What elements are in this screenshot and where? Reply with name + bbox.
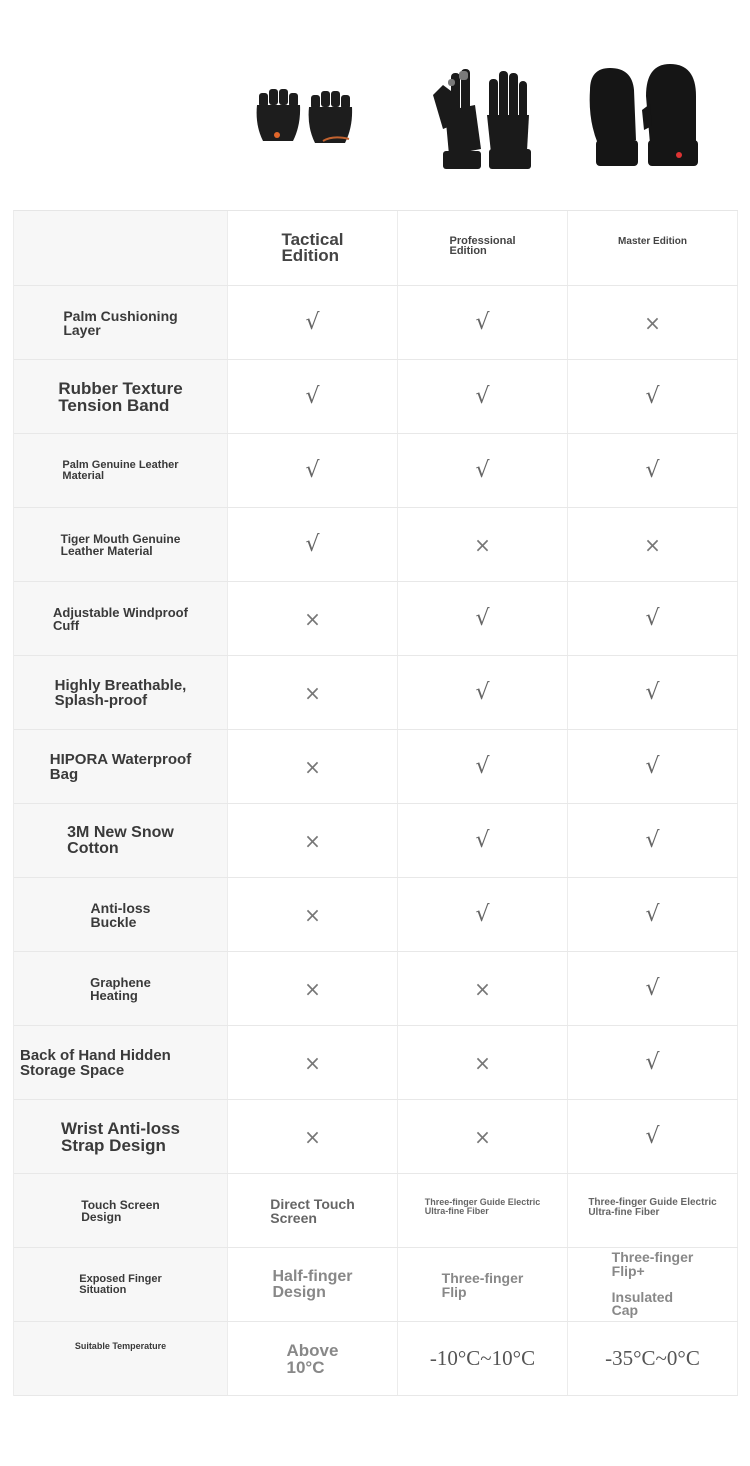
feature-label-cell [14,1100,228,1173]
check-icon: √ [645,828,660,853]
check-icon: √ [645,1050,660,1075]
header-empty-cell [14,211,228,285]
tactical-cross-cell [228,1100,398,1173]
check-icon: √ [645,902,660,927]
master-check-cell [568,434,738,507]
check-icon: √ [645,458,660,483]
tactical-cross-cell [228,656,398,729]
master-cross-cell [568,508,738,581]
check-icon: √ [475,606,490,631]
tactical-value-cell [228,1322,398,1395]
feature-label: Palm Cushioning Layer [63,307,178,338]
header-professional-label: Professional Edition [449,235,516,258]
detail-value: -35°C~0°C [605,1346,700,1370]
professional-check-cell [398,878,568,951]
professional-value-cell [398,1322,568,1395]
product-images-row [0,0,750,210]
detail-value: Three-finger Guide Electric Ultra-fine Fiber [588,1197,717,1218]
header-master [568,211,738,285]
master-check-cell [568,952,738,1025]
professional-check-cell [398,360,568,433]
check-icon: √ [475,902,490,927]
cross-icon: × [304,976,321,1001]
feature-row [14,804,738,878]
detail-value: Three-finger Flip+ Insulated Cap [611,1249,694,1319]
professional-value-cell [398,1248,568,1321]
professional-check-cell [398,582,568,655]
feature-label-cell [14,878,228,951]
check-icon: √ [645,606,660,631]
check-icon: √ [305,532,320,557]
table-header-row [14,211,738,286]
feature-label-cell [14,804,228,877]
cross-icon: × [304,828,321,853]
feature-row [14,434,738,508]
professional-check-cell [398,804,568,877]
professional-cross-cell [398,1026,568,1099]
feature-label: HIPORA Waterproof Bag [49,750,192,783]
cross-icon: × [644,532,661,557]
master-check-cell [568,656,738,729]
feature-row [14,286,738,360]
check-icon: √ [645,976,660,1001]
master-check-cell [568,730,738,803]
check-icon: √ [475,384,490,409]
cross-icon: × [304,902,321,927]
cross-icon: × [304,606,321,631]
check-icon: √ [645,754,660,779]
header-tactical-label: Tactical Edition [281,229,344,265]
feature-label: Wrist Anti-loss Strap Design [60,1118,180,1155]
check-icon: √ [645,680,660,705]
professional-check-cell [398,730,568,803]
feature-row [14,1026,738,1100]
cross-icon: × [304,754,321,779]
detail-value: Half-finger Design [272,1267,353,1301]
check-icon: √ [305,384,320,409]
master-check-cell [568,582,738,655]
feature-label: Rubber Texture Tension Band [58,378,183,415]
feature-row [14,656,738,730]
detail-label-cell [14,1322,228,1395]
check-icon: √ [475,458,490,483]
master-check-cell [568,1026,738,1099]
cross-icon: × [474,1050,491,1075]
master-check-cell [568,360,738,433]
check-icon: √ [645,1124,660,1149]
feature-label-cell [14,730,228,803]
professional-value-cell [398,1174,568,1247]
feature-label: Anti-loss Buckle [90,899,151,930]
header-professional [398,211,568,285]
tactical-cross-cell [228,878,398,951]
master-check-cell [568,1100,738,1173]
feature-label: Palm Genuine Leather Material [62,458,179,482]
feature-label: Highly Breathable, Splash-proof [54,676,187,709]
header-master-label: Master Edition [618,236,687,247]
feature-row [14,508,738,582]
detail-value: Direct Touch Screen [270,1195,355,1226]
comparison-table [13,210,738,1396]
cross-icon: × [644,310,661,335]
cross-icon: × [474,532,491,557]
professional-check-cell [398,434,568,507]
feature-label: Tiger Mouth Genuine Leather Material [60,531,181,558]
detail-label-cell [14,1174,228,1247]
detail-value: Above 10°C [286,1340,339,1377]
professional-cross-cell [398,508,568,581]
tactical-check-cell [228,286,398,359]
tactical-cross-cell [228,804,398,877]
feature-label: 3M New Snow Cotton [67,823,174,857]
tactical-check-cell [228,508,398,581]
header-tactical [228,211,398,285]
check-icon: √ [305,310,320,335]
detail-value: Three-finger Flip [441,1269,524,1300]
professional-cross-cell [398,1100,568,1173]
check-icon: √ [475,680,490,705]
detail-value: Three-finger Guide Electric Ultra-fine Fiber [424,1197,541,1216]
feature-row [14,878,738,952]
tactical-cross-cell [228,582,398,655]
feature-row [14,1100,738,1174]
detail-label: Suitable Temperature [74,1341,167,1351]
feature-label-cell [14,286,228,359]
detail-value: -10°C~10°C [429,1346,536,1370]
feature-label-cell [14,508,228,581]
detail-row-exposed-finger [14,1248,738,1322]
mitten-glove-image [582,55,712,185]
cross-icon: × [304,1050,321,1075]
feature-label-cell [14,434,228,507]
detail-label: Exposed Finger Situation [79,1272,162,1296]
master-value-cell [568,1248,738,1321]
tactical-cross-cell [228,952,398,1025]
feature-label-cell [14,1026,228,1099]
feature-row [14,360,738,434]
feature-label: Graphene Heating [90,974,151,1003]
feature-label: Back of Hand Hidden Storage Space [20,1046,171,1079]
feature-label-cell [14,582,228,655]
master-check-cell [568,878,738,951]
detail-row-temperature [14,1322,738,1396]
feature-row [14,952,738,1026]
detail-label-cell [14,1248,228,1321]
check-icon: √ [475,310,490,335]
feature-row [14,730,738,804]
master-value-cell [568,1174,738,1247]
cross-icon: × [304,1124,321,1149]
tactical-check-cell [228,360,398,433]
cross-icon: × [474,1124,491,1149]
tactical-cross-cell [228,730,398,803]
feature-label-cell [14,952,228,1025]
feature-label-cell [14,656,228,729]
feature-row [14,582,738,656]
tactical-cross-cell [228,1026,398,1099]
detail-label: Touch Screen Design [81,1197,160,1224]
cross-icon: × [474,976,491,1001]
touchscreen-glove-image [420,55,545,185]
feature-label: Adjustable Windproof Cuff [53,604,188,633]
check-icon: √ [475,754,490,779]
tactical-check-cell [228,434,398,507]
check-icon: √ [475,828,490,853]
check-icon: √ [645,384,660,409]
master-cross-cell [568,286,738,359]
professional-check-cell [398,656,568,729]
tactical-value-cell [228,1174,398,1247]
tactical-value-cell [228,1248,398,1321]
professional-check-cell [398,286,568,359]
master-check-cell [568,804,738,877]
check-icon: √ [305,458,320,483]
master-value-cell [568,1322,738,1395]
fingerless-glove-image [250,55,360,185]
cross-icon: × [304,680,321,705]
feature-label-cell [14,360,228,433]
detail-row-touch-screen [14,1174,738,1248]
professional-cross-cell [398,952,568,1025]
